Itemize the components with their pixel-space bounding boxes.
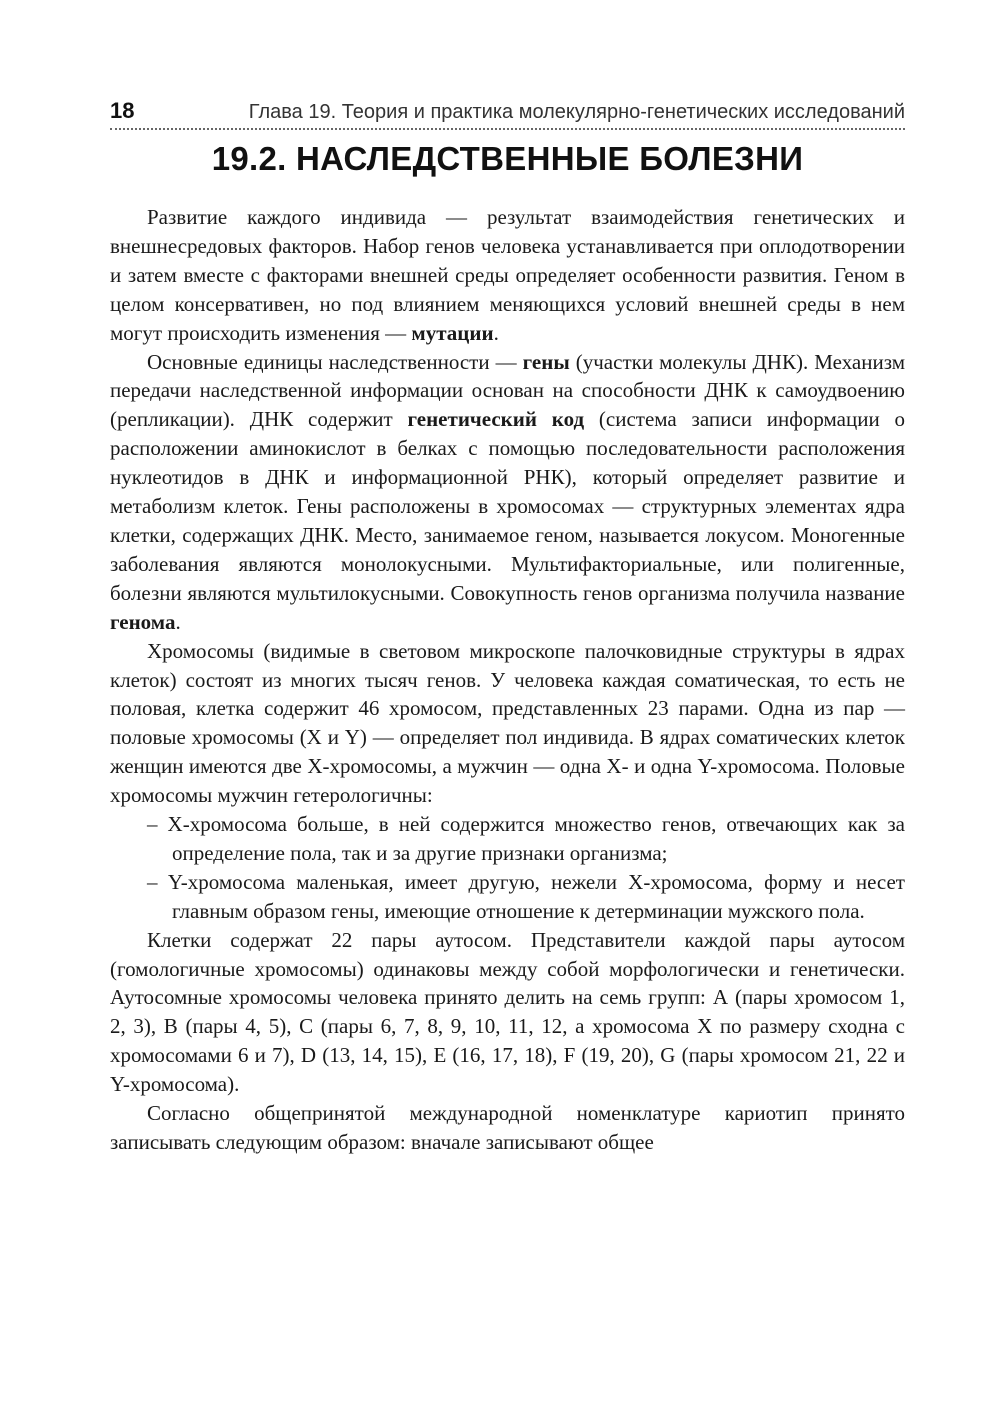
paragraph-4: Клетки содержат 22 пары аутосом. Представители каждой пары аутосом (гомологичные хромосомы) одинаковы между собой морфологически и генетически. Аутосомные хромосомы человека принято делить на семь групп: А (пары хромосом 1, 2, 3), В (пары 4, 5), С (пары 6, 7, 8, 9, 10, 11, 12, а хромосома X по размеру сходна с хромосомами 6 и 7), D (13, 14, 15), E (16, 17, 18), F (19, 20), G (пары хромосом 21, 22 и Y-хромосома). [110,927,905,1097]
paragraph-3: Хромосомы (видимые в световом микроскопе палочковидные структуры в ядрах клеток) состоят из многих тысяч генов. У человека каждая соматическая, то есть не половая, клетка содержит 46 хромосом, представленных 23 парами. Одна из пар — половые хромосомы (X и Y) — определяет пол индивида. В ядрах соматических клеток женщин имеются две Х-хромосомы, а мужчин — одна Х- и одна Y-хромосома. Половые хромосомы мужчин гетерологичны: [110,638,905,808]
paragraph-2-text-b: (участки молекулы ДНК). Механизм передачи наследственной информации основан на способности ДНК к самоудвоению (репликации). ДНК содержит [110,349,905,432]
paragraph-5: Согласно общепринятой международной номенклатуре кариотип принято записывать следующим образом: вначале записывают общее [110,1101,905,1154]
paragraph-2-text-a: Основные единицы наследственности — [147,349,523,374]
paragraph-1 [110,203,905,348]
page-number: 18 [110,98,135,123]
chromosome-list [110,810,905,926]
term-genes: гены [522,349,570,374]
term-mutations: мутации [411,320,494,345]
list-item-x-chromosome: – Х-хромосома больше, в ней содержится множество генов, отвечающих как за определение пола, так и за другие признаки организма; [147,812,905,865]
list-item-y-chromosome: – Y-хромосома маленькая, имеет другую, нежели Х-хромосома, форму и несет главным образом гены, имеющие отношение к детерминации мужского пола. [147,869,905,923]
paragraph-1-text: Развитие каждого индивида — результат взаимодействия генетических и внешнесредовых факторов. Набор генов человека устанавливается при оплодотворении и затем вместе с факторами внешней среды определяет особенности развития. Геном в целом консервативен, но под влиянием меняющихся условий внешней среды в нем могут происходить изменения — [110,205,905,345]
running-head [110,98,905,128]
term-genome: генома [110,609,176,634]
paragraph-2-end: . [175,609,181,634]
body-text [110,203,905,1157]
chapter-title: Глава 19. Теория и практика молекулярно-генетических исследований [248,101,905,123]
term-genetic-code: генетический код [407,407,585,432]
paragraph-2 [110,348,905,637]
paragraph-1-end: . [493,320,499,345]
header-dotted-rule [110,128,905,130]
section-heading: 19.2. НАСЛЕДСТВЕННЫЕ БОЛЕЗНИ [211,140,804,177]
paragraph-2-text-c: (система записи информации о расположении аминокислот в белках с помощью последовательности расположения нуклеотидов в ДНК и информационной РНК), который определяет развитие и метаболизм клеток. Гены расположены в хромосомах — структурных элементах ядра клетки, содержащих ДНК. Место, занимаемое геном, называется локусом. Моногенные заболевания являются монолокусными. Мультифакториальные, или полигенные, болезни являются мультилокусными. Совокупность генов организма получила название [110,407,905,605]
